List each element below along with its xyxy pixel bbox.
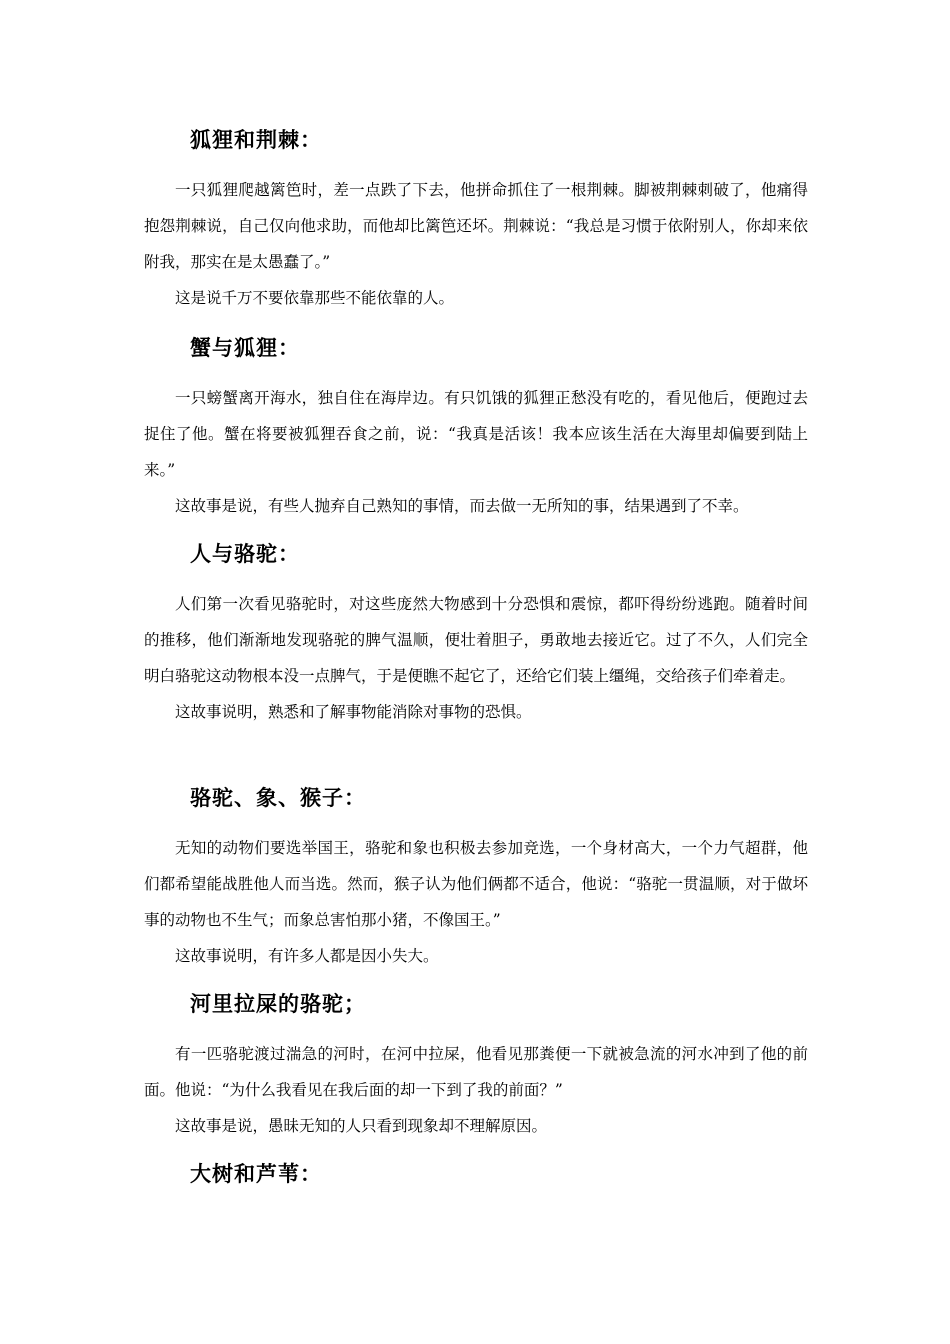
fable-story: 有一匹骆驼渡过湍急的河时，在河中拉屎，他看见那粪便一下就被急流的河水冲到了他的前面。他说：“为什么我看见在我后面的却一下到了我的前面？”	[144, 1045, 808, 1099]
fable-title: 骆驼、象、猴子：	[190, 786, 366, 810]
fable-section	[144, 126, 808, 316]
fable-story: 一只狐狸爬越篱笆时，差一点跌了下去，他拼命抓住了一根荆棘。脚被荆棘刺破了，他痛得抱怨荆棘说，自己仅向他求助，而他却比篱笆还坏。荆棘说：“我总是习惯于依附别人，你却来依附我，那实在是太愚蠢了。”	[144, 181, 808, 271]
fable-story: 人们第一次看见骆驼时，对这些庞然大物感到十分恐惧和震惊，都吓得纷纷逃跑。随着时间的推移，他们渐渐地发现骆驼的脾气温顺，便壮着胆子，勇敢地去接近它。过了不久，人们完全明白骆驼这动物根本没一点脾气，于是便瞧不起它了，还给它们装上缰绳，交给孩子们牵着走。	[144, 595, 808, 685]
fable-moral: 这是说千万不要依靠那些不能依靠的人。	[175, 289, 455, 307]
fable-section	[144, 784, 808, 974]
fable-story: 一只螃蟹离开海水，独自住在海岸边。有只饥饿的狐狸正愁没有吃的，看见他后，便跑过去捉住了他。蟹在将要被狐狸吞食之前，说：“我真是活该！我本应该生活在大海里却偏要到陆上来。”	[144, 389, 808, 479]
fable-moral: 这故事是说，有些人抛弃自己熟知的事情，而去做一无所知的事，结果遇到了不幸。	[175, 497, 749, 515]
fable-moral: 这故事说明，有许多人都是因小失大。	[175, 947, 439, 965]
fable-title: 河里拉屎的骆驼；	[190, 992, 366, 1016]
fable-section	[144, 1160, 808, 1188]
fable-moral: 这故事说明，熟悉和了解事物能消除对事物的恐惧。	[175, 703, 532, 721]
fable-title: 蟹与狐狸：	[190, 336, 300, 360]
fable-section	[144, 334, 808, 524]
fable-title: 人与骆驼：	[190, 542, 300, 566]
fable-moral: 这故事是说，愚昧无知的人只看到现象却不理解原因。	[175, 1117, 548, 1135]
fable-section	[144, 540, 808, 730]
fable-title: 大树和芦苇：	[190, 1162, 322, 1186]
fable-section	[144, 990, 808, 1144]
fable-title: 狐狸和荆棘：	[190, 128, 322, 152]
fable-story: 无知的动物们要选举国王，骆驼和象也积极去参加竞选，一个身材高大，一个力气超群，他们都希望能战胜他人而当选。然而，猴子认为他们俩都不适合，他说：“骆驼一贯温顺，对于做坏事的动物也不生气；而象总害怕那小猪，不像国王。”	[144, 839, 808, 929]
